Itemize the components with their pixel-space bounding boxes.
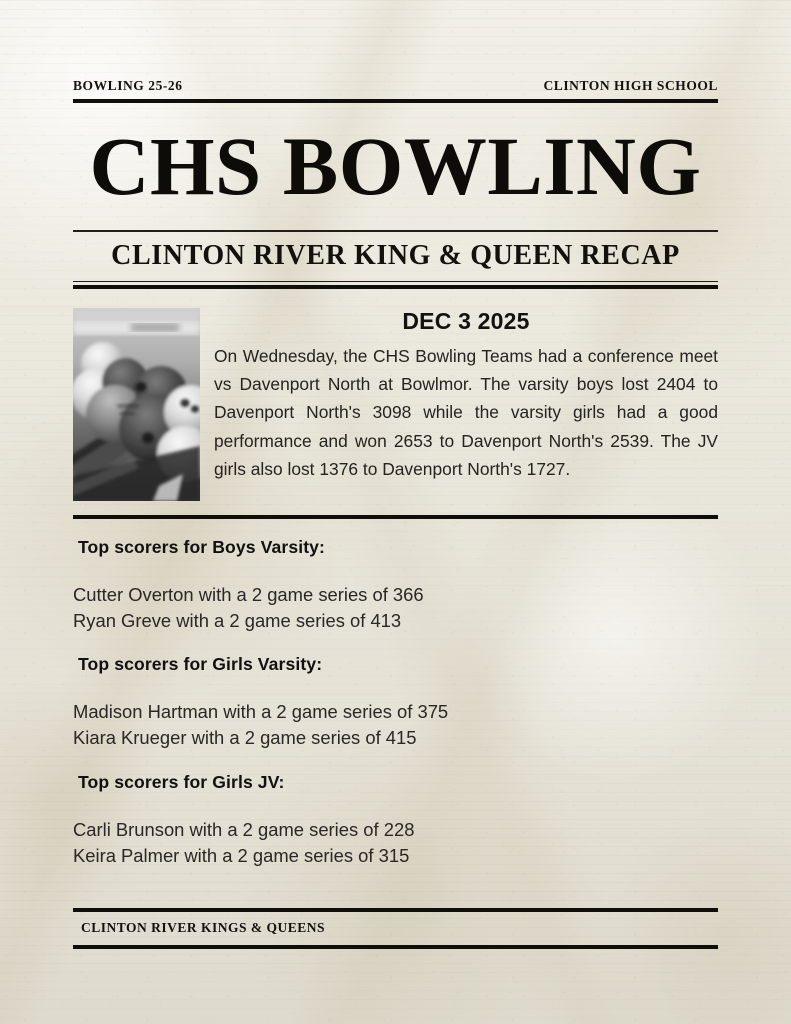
bowling-balls-photo <box>73 308 200 501</box>
page-footer <box>73 908 718 949</box>
page-subtitle: CLINTON RIVER KING & QUEEN RECAP <box>111 239 680 271</box>
scorer-section-boys-varsity <box>73 537 718 634</box>
page-title: CHS BOWLING <box>89 120 702 212</box>
article-dateline: DEC 3 2025 <box>402 308 530 334</box>
scorer-section-girls-varsity <box>73 654 718 751</box>
subtitle-bottom-thick-rule <box>73 285 718 289</box>
scorer-sections <box>73 537 718 869</box>
article-body-text: On Wednesday, the CHS Bowling Teams had a conference meet vs Davenport North at Bowlmor. The varsity boys lost 2404 to Davenport North's 3098 while the varsity girls had a good performance and won 2653 to Davenport North's 2539. The JV girls also lost 1376 to Davenport North's 1727. <box>214 346 718 479</box>
scorer-section-heading: Top scorers for Girls JV: <box>78 771 285 792</box>
footer-bottom-rule <box>73 945 718 949</box>
lead-article <box>73 308 718 501</box>
kicker-left-label: BOWLING 25-26 <box>73 78 183 93</box>
article-text-column <box>214 308 718 483</box>
scorer-list-item: Madison Hartman with a 2 game series of 375 <box>73 701 449 723</box>
scorer-section-heading: Top scorers for Boys Varsity: <box>78 537 326 557</box>
scorer-list <box>73 699 718 751</box>
scorer-section-girls-jv <box>73 772 718 869</box>
scorer-list-item: Ryan Greve with a 2 game series of 413 <box>73 610 402 632</box>
masthead <box>73 0 718 289</box>
scorer-list-item: Carli Brunson with a 2 game series of 228 <box>73 818 415 840</box>
scorer-list-item: Keira Palmer with a 2 game series of 315 <box>73 844 410 866</box>
scorer-list-item: Kiara Krueger with a 2 game series of 415 <box>73 727 417 749</box>
scorer-list <box>73 817 718 869</box>
subtitle-block <box>73 230 718 289</box>
kicker-row <box>73 0 718 94</box>
scorer-section-heading: Top scorers for Girls Varsity: <box>78 654 323 675</box>
article-divider <box>73 515 718 519</box>
scorer-list-item: Cutter Overton with a 2 game series of 366 <box>73 584 424 605</box>
footer-label: CLINTON RIVER KINGS & QUEENS <box>81 920 326 935</box>
scorer-list <box>73 582 718 634</box>
kicker-right-label: CLINTON HIGH SCHOOL <box>543 78 718 93</box>
